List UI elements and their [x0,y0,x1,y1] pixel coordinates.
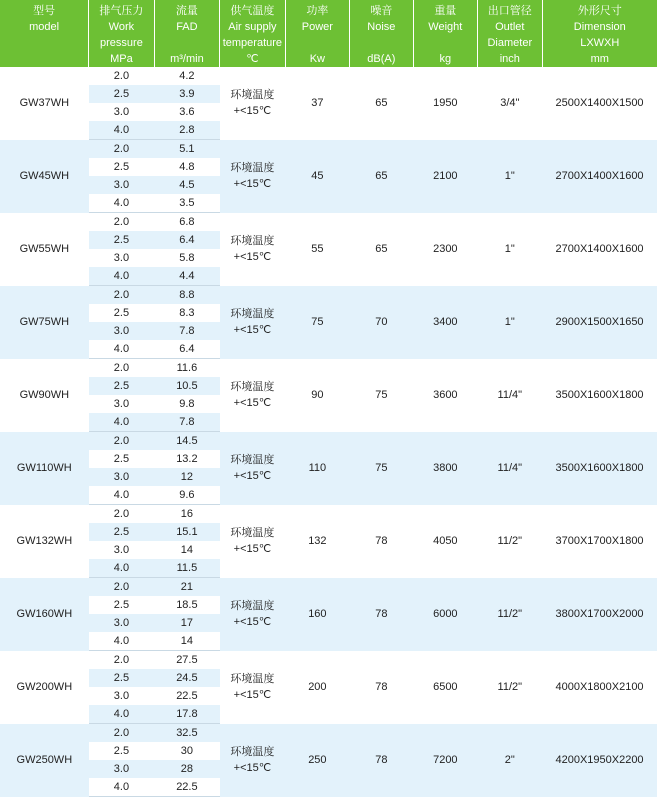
power-cell: 45 [285,140,349,213]
temperature-line: +<15℃ [233,616,272,628]
fad-cell: 6.4 [154,231,219,249]
temperature-line: +<15℃ [233,251,272,263]
table-row [0,286,657,305]
table-row [0,651,657,670]
temperature-cell [220,724,285,797]
pressure-cell: 4.0 [89,267,154,286]
dimension-cell: 2700X1400X1600 [542,213,657,286]
weight-cell: 7200 [413,724,477,797]
power-cell: 132 [285,505,349,578]
noise-cell: 70 [350,286,413,359]
pressure-cell: 4.0 [89,194,154,213]
pressure-cell: 3.0 [89,249,154,267]
header-pressure: 排气压力 Work pressure MPa [89,0,154,67]
model-cell: GW90WH [0,359,89,432]
temperature-line: 环境温度 [230,381,275,393]
temperature-cell [220,67,285,140]
noise-cell: 78 [350,651,413,724]
fad-cell: 5.8 [154,249,219,267]
header-fad: 流量 FAD m³/min [154,0,219,67]
temperature-cell [220,578,285,651]
fad-cell: 4.5 [154,176,219,194]
outlet-cell: 3/4" [478,67,542,140]
power-cell: 200 [285,651,349,724]
temperature-line: 环境温度 [230,235,275,247]
pressure-cell: 3.0 [89,541,154,559]
fad-cell: 4.4 [154,267,219,286]
model-cell: GW110WH [0,432,89,505]
model-cell: GW75WH [0,286,89,359]
header-temperature: 供气温度 Air supply temperature ℃ [220,0,285,67]
fad-cell: 32.5 [154,724,219,743]
temperature-line: +<15℃ [233,762,272,774]
header-weight: 重量 Weight kg [413,0,477,67]
fad-cell: 8.8 [154,286,219,305]
model-cell: GW132WH [0,505,89,578]
pressure-cell: 2.5 [89,231,154,249]
dimension-cell: 3500X1600X1800 [542,432,657,505]
temperature-cell [220,286,285,359]
model-cell: GW45WH [0,140,89,213]
fad-cell: 9.8 [154,395,219,413]
model-cell: GW200WH [0,651,89,724]
temperature-line: +<15℃ [233,178,272,190]
temperature-cell [220,140,285,213]
outlet-cell: 1" [478,213,542,286]
pressure-cell: 3.0 [89,103,154,121]
table-row [0,432,657,451]
pressure-cell: 2.0 [89,140,154,159]
pressure-cell: 2.5 [89,450,154,468]
temperature-cell [220,359,285,432]
noise-cell: 78 [350,724,413,797]
outlet-cell: 11/4" [478,359,542,432]
weight-cell: 2300 [413,213,477,286]
fad-cell: 2.8 [154,121,219,140]
fad-cell: 3.5 [154,194,219,213]
fad-cell: 22.5 [154,687,219,705]
table-row [0,578,657,597]
table-body [0,67,657,797]
fad-cell: 6.4 [154,340,219,359]
dimension-cell: 2500X1400X1500 [542,67,657,140]
temperature-line: +<15℃ [233,397,272,409]
dimension-cell: 3700X1700X1800 [542,505,657,578]
pressure-cell: 2.0 [89,505,154,524]
dimension-cell: 3800X1700X2000 [542,578,657,651]
table-row [0,67,657,85]
pressure-cell: 4.0 [89,705,154,724]
fad-cell: 28 [154,760,219,778]
fad-cell: 7.8 [154,413,219,432]
fad-cell: 11.6 [154,359,219,378]
dimension-cell: 3500X1600X1800 [542,359,657,432]
pressure-cell: 3.0 [89,322,154,340]
pressure-cell: 2.0 [89,578,154,597]
power-cell: 55 [285,213,349,286]
pressure-cell: 2.5 [89,523,154,541]
outlet-cell: 1" [478,140,542,213]
table-row [0,140,657,159]
header-outlet: 出口管径 Outlet Diameter inch [478,0,542,67]
table-row [0,505,657,524]
pressure-cell: 4.0 [89,632,154,651]
temperature-line: 环境温度 [230,600,275,612]
pressure-cell: 4.0 [89,559,154,578]
weight-cell: 3600 [413,359,477,432]
pressure-cell: 2.0 [89,359,154,378]
pressure-cell: 2.5 [89,304,154,322]
weight-cell: 2100 [413,140,477,213]
noise-cell: 65 [350,67,413,140]
pressure-cell: 2.0 [89,213,154,232]
temperature-line: 环境温度 [230,454,275,466]
pressure-cell: 3.0 [89,614,154,632]
pressure-cell: 3.0 [89,176,154,194]
temperature-line: +<15℃ [233,689,272,701]
fad-cell: 11.5 [154,559,219,578]
temperature-cell [220,432,285,505]
pressure-cell: 2.5 [89,158,154,176]
fad-cell: 21 [154,578,219,597]
temperature-cell [220,651,285,724]
fad-cell: 22.5 [154,778,219,797]
fad-cell: 3.6 [154,103,219,121]
pressure-cell: 2.5 [89,596,154,614]
dimension-cell: 4000X1800X2100 [542,651,657,724]
pressure-cell: 2.0 [89,432,154,451]
temperature-line: 环境温度 [230,308,275,320]
fad-cell: 14 [154,541,219,559]
noise-cell: 75 [350,432,413,505]
fad-cell: 9.6 [154,486,219,505]
pressure-cell: 4.0 [89,778,154,797]
pressure-cell: 3.0 [89,468,154,486]
header-model: 型号 model [0,0,89,67]
header-dimension: 外形尺寸 Dimension LXWXH mm [542,0,657,67]
fad-cell: 18.5 [154,596,219,614]
fad-cell: 13.2 [154,450,219,468]
noise-cell: 75 [350,359,413,432]
pressure-cell: 2.0 [89,286,154,305]
model-cell: GW55WH [0,213,89,286]
weight-cell: 1950 [413,67,477,140]
temperature-cell [220,213,285,286]
outlet-cell: 11/4" [478,432,542,505]
fad-cell: 16 [154,505,219,524]
weight-cell: 4050 [413,505,477,578]
temperature-line: +<15℃ [233,105,272,118]
weight-cell: 6000 [413,578,477,651]
temperature-line: 环境温度 [230,89,275,102]
noise-cell: 78 [350,505,413,578]
table-row [0,359,657,378]
fad-cell: 24.5 [154,669,219,687]
dimension-cell: 2700X1400X1600 [542,140,657,213]
power-cell: 75 [285,286,349,359]
temperature-line: 环境温度 [230,746,275,758]
pressure-cell: 2.0 [89,651,154,670]
pressure-cell: 2.5 [89,85,154,103]
temperature-line: +<15℃ [233,470,272,482]
weight-cell: 3800 [413,432,477,505]
pressure-cell: 3.0 [89,760,154,778]
pressure-cell: 4.0 [89,486,154,505]
outlet-cell: 11/2" [478,505,542,578]
pressure-cell: 4.0 [89,340,154,359]
noise-cell: 78 [350,578,413,651]
noise-cell: 65 [350,213,413,286]
power-cell: 37 [285,67,349,140]
pressure-cell: 2.5 [89,669,154,687]
fad-cell: 4.2 [154,67,219,85]
power-cell: 90 [285,359,349,432]
header-noise: 噪音 Noise dB(A) [350,0,413,67]
temperature-line: +<15℃ [233,324,272,336]
pressure-cell: 2.5 [89,377,154,395]
model-cell: GW37WH [0,67,89,140]
pressure-cell: 4.0 [89,121,154,140]
power-cell: 250 [285,724,349,797]
pressure-cell: 4.0 [89,413,154,432]
fad-cell: 17 [154,614,219,632]
power-cell: 160 [285,578,349,651]
temperature-line: 环境温度 [230,527,275,539]
pressure-cell: 2.0 [89,724,154,743]
weight-cell: 6500 [413,651,477,724]
fad-cell: 3.9 [154,85,219,103]
outlet-cell: 2" [478,724,542,797]
header-power: 功率 Power Kw [285,0,349,67]
temperature-line: 环境温度 [230,673,275,685]
pressure-cell: 3.0 [89,687,154,705]
temperature-line: 环境温度 [230,162,275,174]
power-cell: 110 [285,432,349,505]
fad-cell: 17.8 [154,705,219,724]
pressure-cell: 2.5 [89,742,154,760]
fad-cell: 5.1 [154,140,219,159]
table-header [0,0,657,67]
temperature-line: +<15℃ [233,543,272,555]
pressure-cell: 2.0 [89,67,154,85]
temperature-cell [220,505,285,578]
table-row [0,213,657,232]
weight-cell: 3400 [413,286,477,359]
dimension-cell: 4200X1950X2200 [542,724,657,797]
noise-cell: 65 [350,140,413,213]
fad-cell: 10.5 [154,377,219,395]
fad-cell: 8.3 [154,304,219,322]
outlet-cell: 11/2" [478,651,542,724]
fad-cell: 6.8 [154,213,219,232]
table-row [0,724,657,743]
outlet-cell: 1" [478,286,542,359]
fad-cell: 27.5 [154,651,219,670]
fad-cell: 4.8 [154,158,219,176]
fad-cell: 14 [154,632,219,651]
pressure-cell: 3.0 [89,395,154,413]
outlet-cell: 11/2" [478,578,542,651]
model-cell: GW250WH [0,724,89,797]
fad-cell: 7.8 [154,322,219,340]
fad-cell: 30 [154,742,219,760]
model-cell: GW160WH [0,578,89,651]
fad-cell: 15.1 [154,523,219,541]
fad-cell: 14.5 [154,432,219,451]
fad-cell: 12 [154,468,219,486]
dimension-cell: 2900X1500X1650 [542,286,657,359]
